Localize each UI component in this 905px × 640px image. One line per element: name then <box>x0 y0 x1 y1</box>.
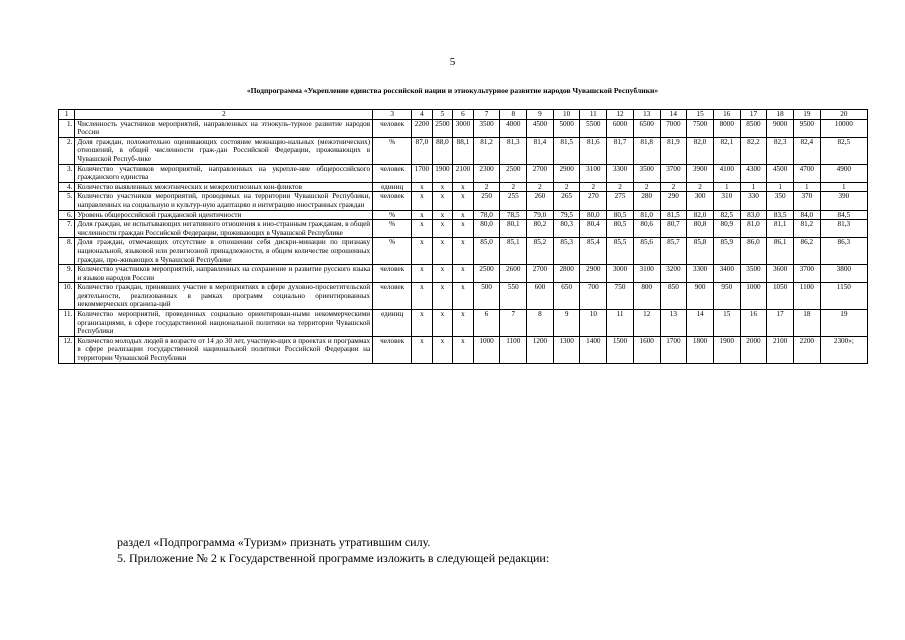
value-cell: 80,0 <box>580 210 607 220</box>
value-cell: 88,1 <box>453 137 474 164</box>
value-cell: 3400 <box>713 265 740 283</box>
value-cell: 85,8 <box>687 238 714 265</box>
value-cell: 1500 <box>607 336 634 363</box>
value-cell: 2800 <box>553 265 580 283</box>
value-cell: 2 <box>660 182 687 192</box>
indicator-name: Количество мероприятий, проведенных социально ориентирован-ными некоммерческими организациями, в сфере государственной национальной политики на территории Чувашской Республики <box>75 310 373 337</box>
page-number: 5 <box>449 56 456 68</box>
row-number: 5. <box>59 192 75 210</box>
value-cell: 7500 <box>687 119 714 137</box>
value-cell: 13 <box>660 310 687 337</box>
value-cell: х <box>453 265 474 283</box>
value-cell: 82,0 <box>687 137 714 164</box>
value-cell: х <box>432 265 453 283</box>
value-cell: 1 <box>740 182 767 192</box>
value-cell: 4300 <box>740 164 767 182</box>
value-cell: 2000 <box>740 336 767 363</box>
value-cell: 11 <box>607 310 634 337</box>
value-cell: 85,6 <box>633 238 660 265</box>
value-cell: 390 <box>820 192 867 210</box>
value-cell: х <box>412 210 433 220</box>
value-cell: 81,1 <box>767 220 794 238</box>
value-cell: 850 <box>660 283 687 310</box>
header-cell: 18 <box>767 110 794 120</box>
header-cell: 2 <box>75 110 373 120</box>
value-cell: 82,1 <box>713 137 740 164</box>
header-cell: 15 <box>687 110 714 120</box>
value-cell: х <box>432 210 453 220</box>
value-cell: 8000 <box>713 119 740 137</box>
value-cell: 81,0 <box>740 220 767 238</box>
value-cell: 3000 <box>453 119 474 137</box>
row-number: 7. <box>59 220 75 238</box>
unit-cell: % <box>373 238 412 265</box>
header-cell: 1 <box>59 110 75 120</box>
value-cell: х <box>453 220 474 238</box>
unit-cell: единиц <box>373 182 412 192</box>
value-cell: 2300»; <box>820 336 867 363</box>
value-cell: 85,9 <box>713 238 740 265</box>
value-cell: 4500 <box>527 119 554 137</box>
value-cell: 2900 <box>553 164 580 182</box>
value-cell: х <box>432 220 453 238</box>
value-cell: 2700 <box>527 265 554 283</box>
value-cell: 1050 <box>767 283 794 310</box>
value-cell: 370 <box>793 192 820 210</box>
value-cell: 15 <box>713 310 740 337</box>
value-cell: 9000 <box>767 119 794 137</box>
value-cell: 2100 <box>453 164 474 182</box>
value-cell: 4700 <box>793 164 820 182</box>
header-cell: 19 <box>793 110 820 120</box>
value-cell: 8 <box>527 310 554 337</box>
value-cell: 5500 <box>580 119 607 137</box>
value-cell: 82,5 <box>713 210 740 220</box>
header-cell: 6 <box>453 110 474 120</box>
row-number: 1. <box>59 119 75 137</box>
subprogram-title: «Подпрограмма «Укрепление единства российской нации и этнокультурное развитие народов Чувашской Республики» <box>246 86 659 95</box>
value-cell: 18 <box>793 310 820 337</box>
value-cell: 2600 <box>500 265 527 283</box>
value-cell: 6000 <box>607 119 634 137</box>
unit-cell: человек <box>373 265 412 283</box>
value-cell: 500 <box>473 283 500 310</box>
value-cell: 86,3 <box>820 238 867 265</box>
row-number: 12. <box>59 336 75 363</box>
value-cell: 5000 <box>553 119 580 137</box>
value-cell: 310 <box>713 192 740 210</box>
value-cell: 2200 <box>412 119 433 137</box>
value-cell: 2500 <box>500 164 527 182</box>
row-number: 10. <box>59 283 75 310</box>
value-cell: х <box>453 192 474 210</box>
value-cell: 81,9 <box>660 137 687 164</box>
value-cell: 1000 <box>740 283 767 310</box>
value-cell: х <box>412 220 433 238</box>
value-cell: х <box>432 336 453 363</box>
header-cell: 11 <box>580 110 607 120</box>
value-cell: 87,0 <box>412 137 433 164</box>
value-cell: 10 <box>580 310 607 337</box>
value-cell: 82,2 <box>740 137 767 164</box>
header-cell: 17 <box>740 110 767 120</box>
unit-cell: % <box>373 137 412 164</box>
value-cell: 81,3 <box>500 137 527 164</box>
value-cell: 80,8 <box>687 220 714 238</box>
value-cell: 78,5 <box>500 210 527 220</box>
value-cell: х <box>412 336 433 363</box>
value-cell: х <box>432 238 453 265</box>
header-cell: 12 <box>607 110 634 120</box>
value-cell: 250 <box>473 192 500 210</box>
value-cell: 6 <box>473 310 500 337</box>
unit-cell: % <box>373 220 412 238</box>
row-number: 4. <box>59 182 75 192</box>
row-number: 6. <box>59 210 75 220</box>
value-cell: х <box>412 192 433 210</box>
value-cell: 1900 <box>713 336 740 363</box>
value-cell: 7 <box>500 310 527 337</box>
value-cell: 7000 <box>660 119 687 137</box>
table-row <box>59 283 868 310</box>
table-row <box>59 192 868 210</box>
value-cell: 1100 <box>500 336 527 363</box>
table-row <box>59 310 868 337</box>
unit-cell: человек <box>373 164 412 182</box>
value-cell: 300 <box>687 192 714 210</box>
value-cell: 3100 <box>633 265 660 283</box>
value-cell: 260 <box>527 192 554 210</box>
header-cell: 7 <box>473 110 500 120</box>
value-cell: 255 <box>500 192 527 210</box>
value-cell: х <box>453 310 474 337</box>
value-cell: 78,0 <box>473 210 500 220</box>
value-cell: 1300 <box>553 336 580 363</box>
indicator-name: Доля граждан, не испытывающих негативного отношения к ино-странным гражданам, в общей численности граждан Российской Федерации, проживающих в Чувашской Республике <box>75 220 373 238</box>
value-cell: 3300 <box>607 164 634 182</box>
unit-cell: % <box>373 210 412 220</box>
value-cell: 1100 <box>793 283 820 310</box>
value-cell: х <box>432 192 453 210</box>
header-cell: 9 <box>527 110 554 120</box>
value-cell: 80,5 <box>607 210 634 220</box>
header-cell: 8 <box>500 110 527 120</box>
value-cell: 2 <box>473 182 500 192</box>
value-cell: 750 <box>607 283 634 310</box>
value-cell: 1 <box>767 182 794 192</box>
value-cell: 1400 <box>580 336 607 363</box>
value-cell: х <box>432 283 453 310</box>
value-cell: 2700 <box>527 164 554 182</box>
unit-cell: человек <box>373 283 412 310</box>
value-cell: 81,2 <box>793 220 820 238</box>
value-cell: 2500 <box>432 119 453 137</box>
value-cell: х <box>453 238 474 265</box>
value-cell: 3500 <box>473 119 500 137</box>
value-cell: 80,6 <box>633 220 660 238</box>
value-cell: 1600 <box>633 336 660 363</box>
row-number: 3. <box>59 164 75 182</box>
indicator-name: Количество участников мероприятий, направленных на сохранение и развитие русского языка и языков народов России <box>75 265 373 283</box>
table-row <box>59 119 868 137</box>
value-cell: 85,2 <box>527 238 554 265</box>
value-cell: 81,5 <box>660 210 687 220</box>
value-cell: 4000 <box>500 119 527 137</box>
value-cell: 82,5 <box>820 137 867 164</box>
value-cell: 80,9 <box>713 220 740 238</box>
value-cell: 85,0 <box>473 238 500 265</box>
value-cell: 80,3 <box>553 220 580 238</box>
value-cell: 82,3 <box>767 137 794 164</box>
value-cell: х <box>453 336 474 363</box>
value-cell: 81,8 <box>633 137 660 164</box>
value-cell: 6500 <box>633 119 660 137</box>
value-cell: 79,0 <box>527 210 554 220</box>
value-cell: 81,0 <box>633 210 660 220</box>
value-cell: 2200 <box>793 336 820 363</box>
header-cell: 14 <box>660 110 687 120</box>
paragraph-appendix-2: 5. Приложение № 2 к Государственной программе изложить в следующей редакции: <box>117 551 550 565</box>
value-cell: 14 <box>687 310 714 337</box>
value-cell: х <box>453 182 474 192</box>
value-cell: 1700 <box>412 164 433 182</box>
table-row <box>59 210 868 220</box>
unit-cell: человек <box>373 119 412 137</box>
table-row <box>59 336 868 363</box>
value-cell: 86,0 <box>740 238 767 265</box>
value-cell: 2300 <box>473 164 500 182</box>
value-cell: х <box>453 210 474 220</box>
header-cell: 16 <box>713 110 740 120</box>
value-cell: 1 <box>793 182 820 192</box>
value-cell: 12 <box>633 310 660 337</box>
value-cell: 82,4 <box>793 137 820 164</box>
value-cell: 2100 <box>767 336 794 363</box>
indicator-name: Численность участников мероприятий, направленных на этнокуль-турное развитие народов России <box>75 119 373 137</box>
value-cell: 85,4 <box>580 238 607 265</box>
table-row <box>59 238 868 265</box>
value-cell: х <box>412 238 433 265</box>
value-cell: 81,4 <box>527 137 554 164</box>
value-cell: 265 <box>553 192 580 210</box>
table-row <box>59 137 868 164</box>
value-cell: 80,1 <box>500 220 527 238</box>
unit-cell: единиц <box>373 310 412 337</box>
value-cell: 1 <box>713 182 740 192</box>
value-cell: 280 <box>633 192 660 210</box>
value-cell: 4500 <box>767 164 794 182</box>
value-cell: 81,6 <box>580 137 607 164</box>
value-cell: 4100 <box>713 164 740 182</box>
table-row <box>59 265 868 283</box>
value-cell: 85,1 <box>500 238 527 265</box>
value-cell: х <box>412 310 433 337</box>
value-cell: 80,7 <box>660 220 687 238</box>
value-cell: 3700 <box>793 265 820 283</box>
value-cell: х <box>432 310 453 337</box>
table-row <box>59 220 868 238</box>
value-cell: 2 <box>500 182 527 192</box>
value-cell: 80,0 <box>473 220 500 238</box>
row-number: 8. <box>59 238 75 265</box>
value-cell: 650 <box>553 283 580 310</box>
value-cell: 270 <box>580 192 607 210</box>
value-cell: 700 <box>580 283 607 310</box>
header-cell: 3 <box>373 110 412 120</box>
value-cell: 275 <box>607 192 634 210</box>
value-cell: 3500 <box>633 164 660 182</box>
value-cell: 8500 <box>740 119 767 137</box>
value-cell: 82,0 <box>687 210 714 220</box>
value-cell: 1150 <box>820 283 867 310</box>
paragraph-tourism-repealed: раздел «Подпрограмма «Туризм» признать утратившим силу. <box>117 535 431 549</box>
header-cell: 20 <box>820 110 867 120</box>
value-cell: 85,5 <box>607 238 634 265</box>
value-cell: 600 <box>527 283 554 310</box>
table-row <box>59 182 868 192</box>
value-cell: 2 <box>527 182 554 192</box>
indicators-table <box>58 109 868 364</box>
value-cell: 3700 <box>660 164 687 182</box>
value-cell: 86,2 <box>793 238 820 265</box>
value-cell: 1200 <box>527 336 554 363</box>
value-cell: 3100 <box>580 164 607 182</box>
value-cell: 88,0 <box>432 137 453 164</box>
value-cell: 900 <box>687 283 714 310</box>
value-cell: 4900 <box>820 164 867 182</box>
value-cell: 550 <box>500 283 527 310</box>
header-cell: 5 <box>432 110 453 120</box>
value-cell: 2 <box>633 182 660 192</box>
value-cell: 2 <box>687 182 714 192</box>
value-cell: х <box>453 283 474 310</box>
value-cell: 2 <box>580 182 607 192</box>
indicator-name: Доля граждан, отмечающих отсутствие в отношении себя дискри-минации по признаку национальной, языковой или религиозной принадлежности, в общем количестве опрошенных граждан, про-живающих в Чувашской Республике <box>75 238 373 265</box>
value-cell: 81,5 <box>553 137 580 164</box>
value-cell: 1900 <box>432 164 453 182</box>
header-cell: 10 <box>553 110 580 120</box>
value-cell: 3800 <box>820 265 867 283</box>
value-cell: 80,5 <box>607 220 634 238</box>
indicator-name: Доля граждан, положительно оценивающих состояние межнацио-нальных (межэтнических) отношений, в общей численности граж-дан Российской Федерации, проживающих в Чувашской Респуб-лике <box>75 137 373 164</box>
row-number: 11. <box>59 310 75 337</box>
value-cell: 80,4 <box>580 220 607 238</box>
value-cell: х <box>412 182 433 192</box>
indicator-name: Уровень общероссийской гражданской идентичности <box>75 210 373 220</box>
value-cell: 10000 <box>820 119 867 137</box>
value-cell: х <box>412 283 433 310</box>
value-cell: 2900 <box>580 265 607 283</box>
value-cell: х <box>412 265 433 283</box>
value-cell: 81,2 <box>473 137 500 164</box>
value-cell: 3600 <box>767 265 794 283</box>
value-cell: 84,0 <box>793 210 820 220</box>
value-cell: 16 <box>740 310 767 337</box>
indicator-name: Количество участников мероприятий, направленных на укрепле-ние общероссийского гражданского единства <box>75 164 373 182</box>
indicator-name: Количество участников мероприятий, проводимых на территории Чувашской Республики, направленных на социальную и культур-ную адаптацию и интеграцию иностранных граждан <box>75 192 373 210</box>
value-cell: х <box>432 182 453 192</box>
value-cell: 350 <box>767 192 794 210</box>
indicator-name: Количество молодых людей в возрасте от 14 до 30 лет, участвую-щих в проектах и программах в сфере реализации государственной национальной политики Российской Федерации на территории Чувашской Республики <box>75 336 373 363</box>
value-cell: 800 <box>633 283 660 310</box>
indicator-name: Количество выявленных межэтнических и межрелигиозных кон-фликтов <box>75 182 373 192</box>
value-cell: 1 <box>820 182 867 192</box>
indicator-name: Количество граждан, принявших участие в мероприятиях в сфере духовно-просветительской деятельности, реализованных в рамках программ социально ориентированных некоммерческих организа-ций <box>75 283 373 310</box>
value-cell: 17 <box>767 310 794 337</box>
value-cell: 3000 <box>607 265 634 283</box>
value-cell: 81,3 <box>820 220 867 238</box>
value-cell: 9 <box>553 310 580 337</box>
value-cell: 85,7 <box>660 238 687 265</box>
value-cell: 1700 <box>660 336 687 363</box>
value-cell: 1000 <box>473 336 500 363</box>
row-number: 2. <box>59 137 75 164</box>
table-header-row <box>59 110 868 120</box>
unit-cell: человек <box>373 336 412 363</box>
value-cell: 3900 <box>687 164 714 182</box>
unit-cell: человек <box>373 192 412 210</box>
value-cell: 85,3 <box>553 238 580 265</box>
value-cell: 330 <box>740 192 767 210</box>
value-cell: 950 <box>713 283 740 310</box>
value-cell: 81,7 <box>607 137 634 164</box>
row-number: 9. <box>59 265 75 283</box>
header-cell: 13 <box>633 110 660 120</box>
value-cell: 2 <box>607 182 634 192</box>
table-row <box>59 164 868 182</box>
value-cell: 290 <box>660 192 687 210</box>
value-cell: 3500 <box>740 265 767 283</box>
value-cell: 1800 <box>687 336 714 363</box>
header-cell: 4 <box>412 110 433 120</box>
value-cell: 84,5 <box>820 210 867 220</box>
value-cell: 9500 <box>793 119 820 137</box>
value-cell: 83,5 <box>767 210 794 220</box>
value-cell: 79,5 <box>553 210 580 220</box>
value-cell: 2500 <box>473 265 500 283</box>
value-cell: 19 <box>820 310 867 337</box>
value-cell: 3300 <box>687 265 714 283</box>
value-cell: 3200 <box>660 265 687 283</box>
value-cell: 86,1 <box>767 238 794 265</box>
value-cell: 83,0 <box>740 210 767 220</box>
value-cell: 2 <box>553 182 580 192</box>
value-cell: 80,2 <box>527 220 554 238</box>
